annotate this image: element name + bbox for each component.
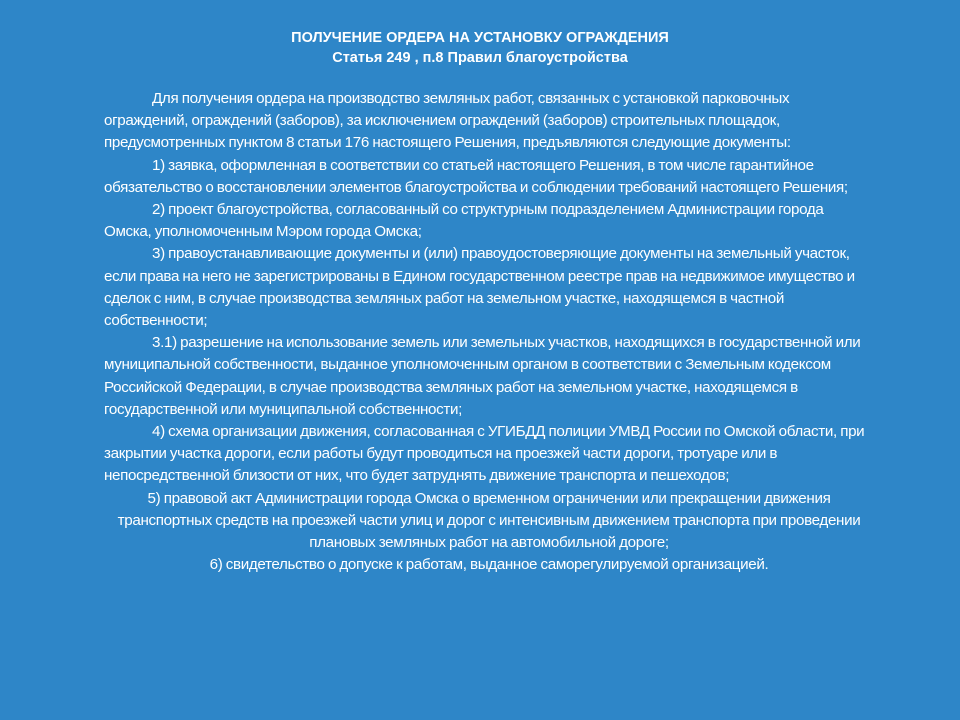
- document-item-6: 6) свидетельство о допуске к работам, выданное саморегулируемой организацией.: [209, 556, 769, 574]
- document-item-2: 2) проект благоустройства, согласованный со структурным подразделением Администрации города Омска, уполномоченным Мэром города Омска;: [104, 201, 824, 241]
- document-item-3-1: 3.1) разрешение на использование земель или земельных участков, находящихся в государственной или муниципальной собственности, выданное уполномоченным органом в соответствии с Земельным кодексом Российской Федерации, в случае производства земляных работ на земельном участке, находящемся в государственной или муниципальной собственности;: [104, 334, 861, 418]
- slide-body: [104, 88, 874, 576]
- document-item-5: 5) правовой акт Администрации города Омска о временном ограничении или прекращении движения транспортных средств на проезжей части улиц и дорог с интенсивным движением транспорта при проведении плановых земляных работ на автомобильной дороге;: [117, 489, 861, 552]
- intro-paragraph: Для получения ордера на производство земляных работ, связанных с установкой парковочных ограждений, ограждений (заборов), за исключением ограждений (заборов) строительных площадок, предусмотренных пунктом 8 статьи 176 настоящего Решения, предъявляются следующие документы:: [104, 90, 791, 152]
- slide-title: ПОЛУЧЕНИЕ ОРДЕРА НА УСТАНОВКУ ОГРАЖДЕНИЯ: [291, 30, 669, 46]
- document-item-3: 3) правоустанавливающие документы и (или) правоудостоверяющие документы на земельный участок, если права на него не зарегистрированы в Едином государственном реестре прав на недвижимое имущество и сделок с ним, в случае производства земляных работ на земельном участке, находящемся в частной собственности;: [104, 245, 855, 330]
- document-item-4: 4) схема организации движения, согласованная с УГИБДД полиции УМВД России по Омской области, при закрытии участка дороги, если работы будут проводиться на проезжей части дороги, тротуаре или в непосредственной близости от них, что будет затруднять движение транспорта и пешеходов;: [104, 423, 865, 485]
- slide-subtitle: Статья 249 , п.8 Правил благоустройства: [332, 50, 628, 66]
- document-item-1: 1) заявка, оформленная в соответствии со статьей настоящего Решения, в том числе гарантийное обязательство о восстановлении элементов благоустройства и соблюдении требований настоящего Решения;: [104, 156, 848, 196]
